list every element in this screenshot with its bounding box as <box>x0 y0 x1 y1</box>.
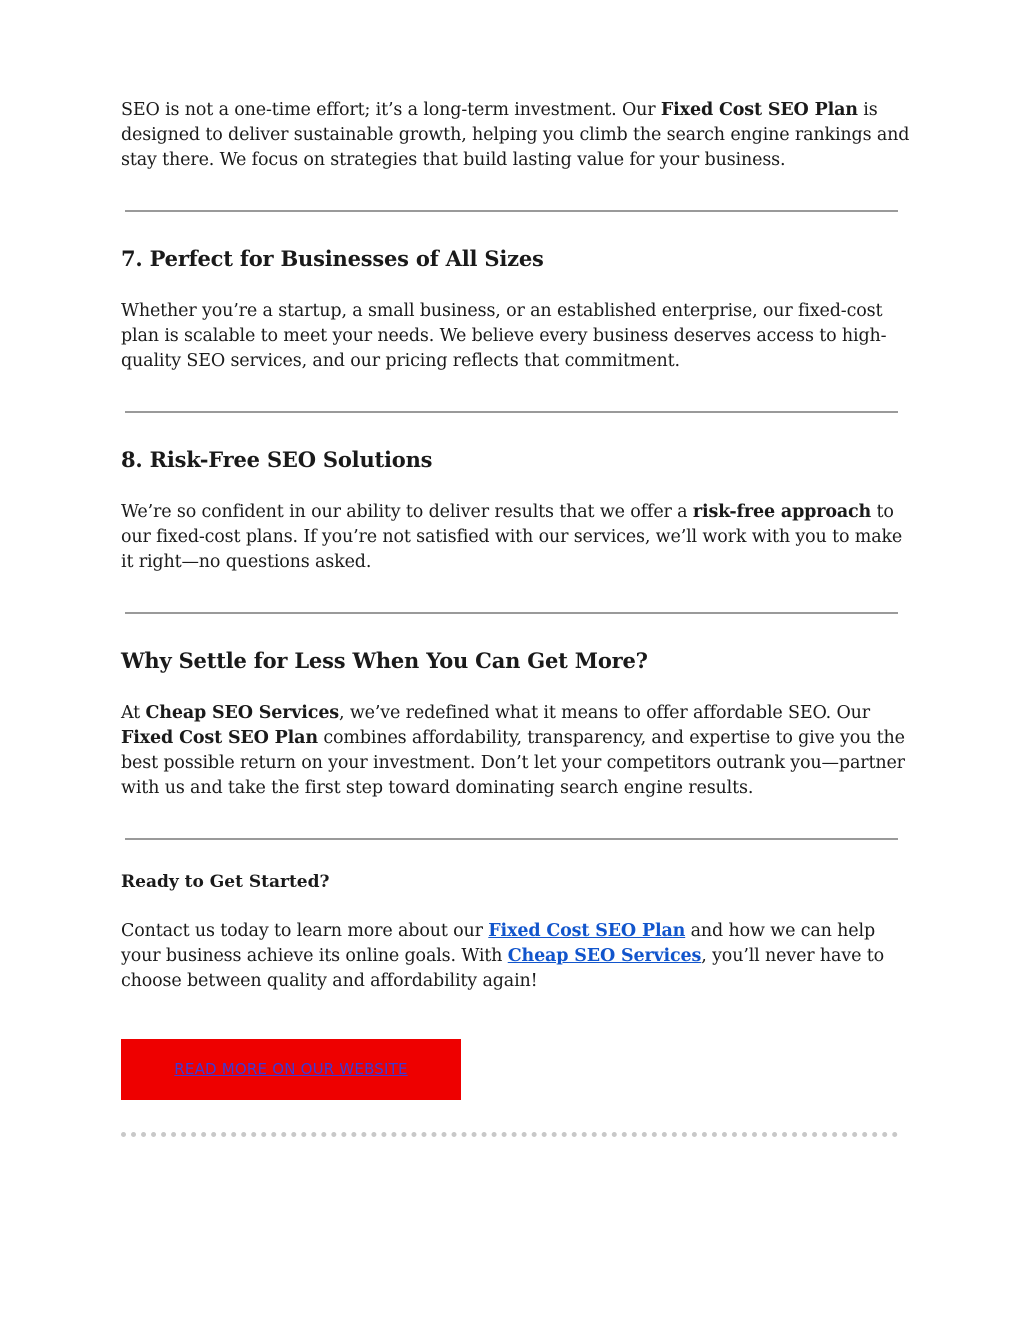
cheap-seo-services-link[interactable]: Cheap SEO Services <box>507 946 702 966</box>
intro-text-b: is designed to deliver sustainable growth, helping you climb the search engine rankings and stay there. We focus on strategies that build lasting value for your business. <box>121 100 910 170</box>
document-page <box>121 98 911 1137</box>
section-8-strong: risk-free approach <box>692 502 872 522</box>
section-8-text-a: We’re so confident in our ability to deliver results that we offer a <box>121 502 693 522</box>
why-strong-2: Fixed Cost SEO Plan <box>121 728 318 748</box>
section-8-paragraph <box>121 500 911 575</box>
divider-1 <box>125 210 898 212</box>
section-7-heading: 7. Perfect for Businesses of All Sizes <box>121 246 544 271</box>
divider-2 <box>125 411 898 413</box>
why-text-a: At <box>121 703 146 723</box>
intro-paragraph <box>121 98 911 173</box>
read-more-button[interactable]: READ MORE ON OUR WEBSITE <box>121 1039 461 1100</box>
ready-heading: Ready to Get Started? <box>121 872 330 892</box>
fixed-cost-seo-plan-link[interactable]: Fixed Cost SEO Plan <box>488 921 686 941</box>
why-text-b: , we’ve redefined what it means to offer affordable SEO. Our <box>339 703 871 723</box>
ready-text-b: and how we can help your business achieve its online goals. With <box>121 921 875 966</box>
ready-text-c: , you’ll never have to choose between quality and affordability again! <box>121 946 884 991</box>
divider-3 <box>125 612 898 614</box>
why-heading: Why Settle for Less When You Can Get More? <box>121 648 648 673</box>
why-paragraph <box>121 701 911 801</box>
dotted-divider <box>121 1132 898 1137</box>
divider-4 <box>125 838 898 840</box>
intro-strong: Fixed Cost SEO Plan <box>660 100 858 120</box>
section-8-text-b: to our fixed-cost plans. If you’re not satisfied with our services, we’ll work with you to make it right—no questions asked. <box>121 502 903 572</box>
section-7-paragraph: Whether you’re a startup, a small business, or an established enterprise, our fixed-cost plan is scalable to meet your needs. We believe every business deserves access to high-quality SEO services, and our pricing reflects that commitment. <box>121 301 887 371</box>
why-strong-1: Cheap SEO Services <box>145 703 340 723</box>
why-text-c: combines affordability, transparency, and expertise to give you the best possible return on your investment. Don’t let your competitors outrank you—partner with us and take the first step toward dominating search engine results. <box>121 728 905 798</box>
ready-text-a: Contact us today to learn more about our <box>121 921 489 941</box>
section-8-heading: 8. Risk-Free SEO Solutions <box>121 447 433 472</box>
intro-text-a: SEO is not a one-time effort; it’s a long-term investment. Our <box>121 100 661 120</box>
ready-paragraph <box>121 919 911 994</box>
